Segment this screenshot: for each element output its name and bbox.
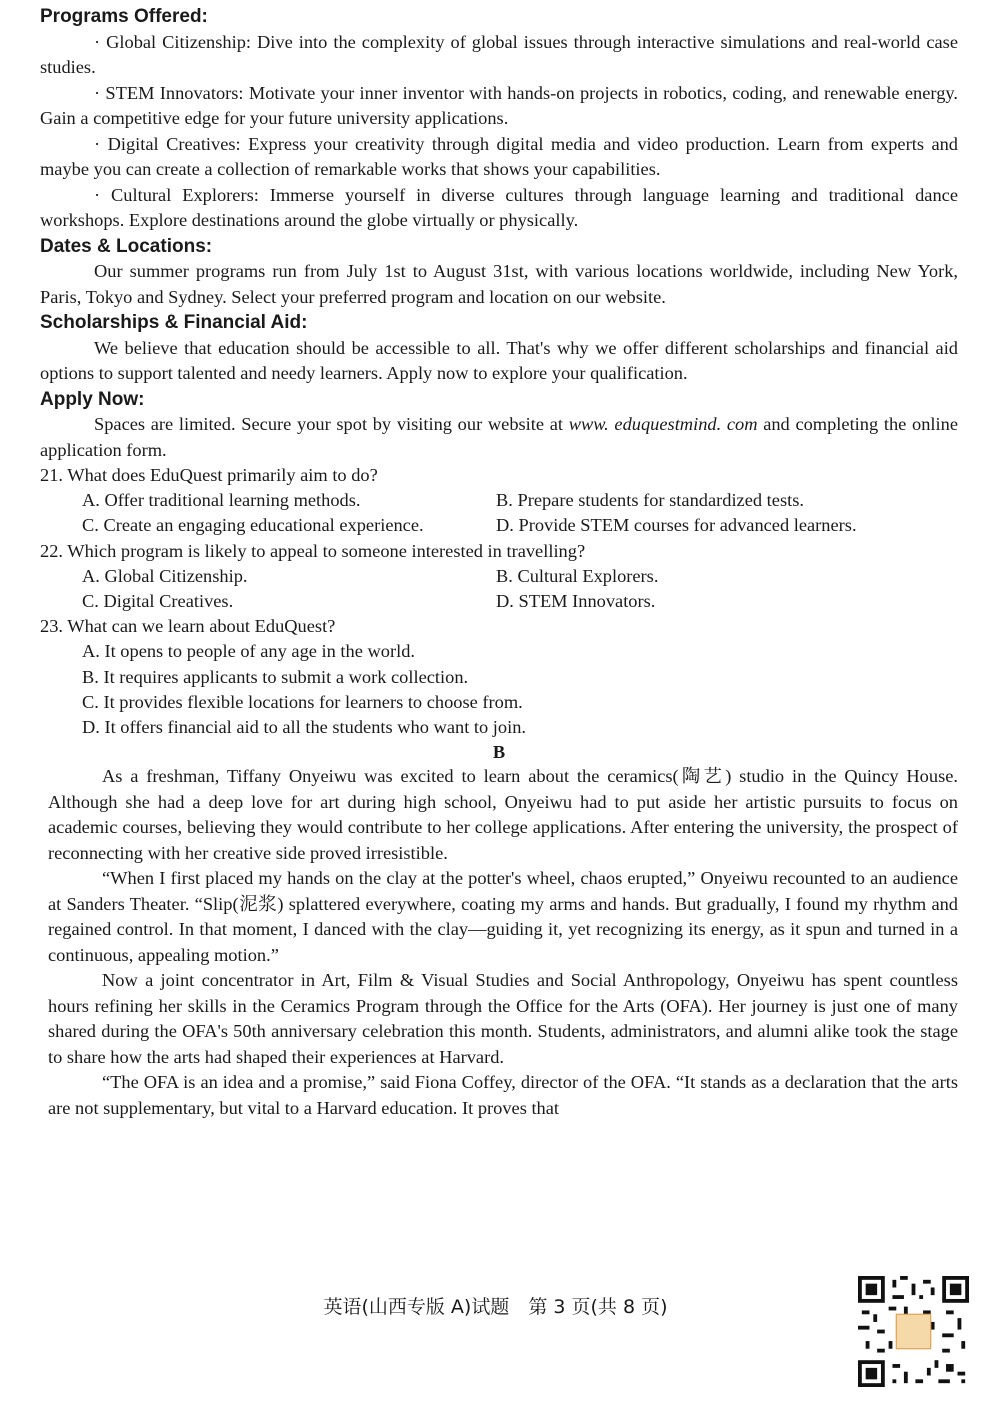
passage-paragraph: Now a joint concentrator in Art, Film & Visual Studies and Social Anthropology, Onyeiwu has spent countless hours refining her skills in the Ceramics Program through the Office for the Arts (OFA). Her journey is just one of many shared during the OFA's 50th anniversary celebration this month. Students, administrators, and alumni alike took the stage to share how the arts had shaped their experiences at Harvard. — [48, 970, 958, 1067]
option-d[interactable]: D. STEM Innovators. — [496, 591, 656, 612]
program-item-digital-creatives: · Digital Creatives: Express your creativity through digital media and video production. Learn from experts and maybe you can create a collection of remarkable works that shows your capabilities. — [40, 133, 958, 179]
option-b[interactable]: B. Prepare students for standardized tests. — [496, 490, 804, 511]
passage-paragraph: “The OFA is an idea and a promise,” said Fiona Coffey, director of the OFA. “It stands as a declaration that the arts are not supplementary, but vital to a Harvard education. It proves that — [48, 1072, 958, 1118]
apply-heading: Apply Now: — [40, 388, 145, 410]
program-item-stem-innovators: · STEM Innovators: Motivate your inner inventor with hands-on projects in robotics, coding, and renewable energy. Gain a competitive edge for your future university applications. — [40, 82, 958, 128]
apply-text-after: and completing the online application form. — [40, 414, 958, 460]
programs-heading: Programs Offered: — [40, 6, 208, 27]
passage-b — [40, 764, 958, 1121]
dates-heading: Dates & Locations: — [40, 235, 213, 257]
dates-text: Our summer programs run from July 1st to August 31st, with various locations worldwide, including New York, Paris, Tokyo and Sydney. Select your preferred program and location on our website. — [40, 261, 958, 307]
option-c[interactable]: C. Create an engaging educational experience. — [82, 515, 424, 536]
program-item-global-citizenship: · Global Citizenship: Dive into the complexity of global issues through interactive simulations and real-world case studies. — [40, 31, 958, 77]
question-22 — [40, 539, 958, 615]
scholarships-heading: Scholarships & Financial Aid: — [40, 312, 308, 333]
option-a[interactable]: A. Offer traditional learning methods. — [82, 490, 361, 511]
apply-text-before: Spaces are limited. Secure your spot by visiting our website at — [94, 414, 569, 434]
question-stem: 21. What does EduQuest primarily aim to do? — [40, 465, 378, 485]
question-23 — [40, 614, 958, 740]
option-c[interactable]: C. It provides flexible locations for learners to choose from. — [82, 691, 523, 712]
program-item-cultural-explorers: · Cultural Explorers: Immerse yourself in diverse cultures through language learning and traditional dance workshops. Explore destinations around the globe virtually or physically. — [40, 184, 958, 230]
page-footer: 英语(山西专版 A)试题 第 3 页(共 8 页) — [323, 1296, 668, 1318]
exam-page — [40, 4, 958, 1121]
apply-text — [40, 412, 958, 463]
option-d[interactable]: D. Provide STEM courses for advanced learners. — [496, 515, 857, 536]
question-21 — [40, 463, 958, 539]
option-b[interactable]: B. It requires applicants to submit a work collection. — [82, 666, 469, 687]
passage-paragraph: “When I first placed my hands on the clay at the potter's wheel, chaos erupted,” Onyeiwu recounted to an audience at Sanders Theater. “Slip(泥浆) splattered everywhere, coating my arms and hands. But gradually, I found my rhythm and regained control. In that moment, I danced with the clay—guiding it, yet recognizing its energy, as it spun and turned in a continuous, appealing motion.” — [48, 868, 958, 965]
option-d[interactable]: D. It offers financial aid to all the students who want to join. — [82, 717, 527, 738]
website-link[interactable]: www. eduquestmind. com — [568, 414, 758, 434]
section-b-label: B — [492, 742, 506, 763]
option-c[interactable]: C. Digital Creatives. — [82, 591, 234, 612]
question-stem: 23. What can we learn about EduQuest? — [40, 616, 336, 637]
option-b[interactable]: B. Cultural Explorers. — [496, 565, 659, 586]
qr-code — [858, 1276, 969, 1387]
passage-paragraph: As a freshman, Tiffany Onyeiwu was excited to learn about the ceramics(陶艺) studio in the Quincy House. Although she had a deep love for art during high school, Onyeiwu had to put aside her artistic pursuits to focus on academic courses, believing they would contribute to her college applications. After entering the university, the prospect of reconnecting with her creative side proved irresistible. — [48, 766, 958, 863]
scholarships-text: We believe that education should be accessible to all. That's why we offer different scholarships and financial aid options to support talented and needy learners. Apply now to explore your qualification. — [40, 337, 958, 383]
qr-code-icon — [858, 1276, 969, 1387]
question-stem: 22. Which program is likely to appeal to someone interested in travelling? — [40, 540, 586, 561]
option-a[interactable]: A. It opens to people of any age in the world. — [82, 641, 415, 662]
option-a[interactable]: A. Global Citizenship. — [82, 565, 248, 586]
